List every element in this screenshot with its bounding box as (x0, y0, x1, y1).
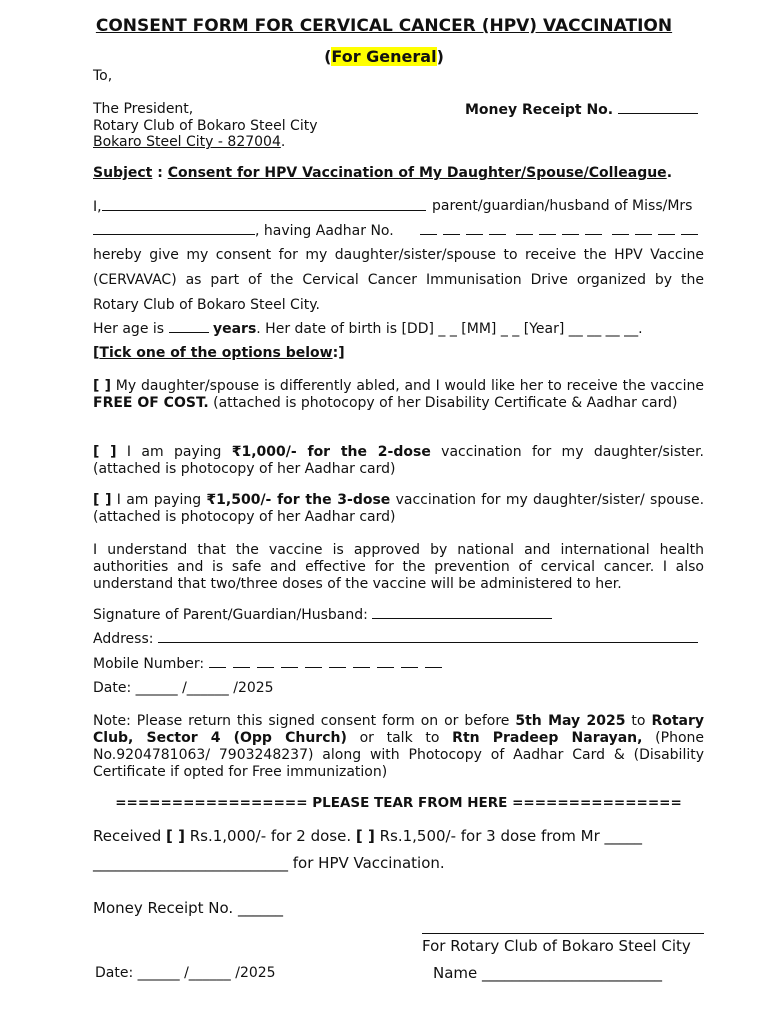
addressee-line2: Rotary Club of Bokaro Steel City (93, 118, 318, 134)
note-text-1: Note: Please return this signed consent form on or before (93, 713, 516, 729)
age-pre: Her age is (93, 321, 169, 337)
mobile-label: Mobile Number: (93, 656, 205, 672)
tick-instruction (93, 345, 345, 361)
consent-aadhar-text: , having Aadhar No. (255, 223, 394, 239)
tick-text: Tick one of the options below (99, 345, 333, 361)
form-subtitle (0, 47, 768, 66)
bottom-date-line[interactable]: Date: ______ /______ /2025 (95, 965, 276, 981)
option-free-text: My daughter/spouse is differently abled, and I would like her to receive the vaccine (111, 378, 704, 394)
subtitle-open: ( (324, 47, 332, 66)
subtitle-close: ) (436, 47, 444, 66)
option-3dose-post: vaccination for my daughter/sister/ spouse. (attached is photocopy of her Aadhar card) (93, 492, 705, 525)
note-location: Rotary Club, Sector 4 (Opp Church) (93, 713, 705, 746)
address-blank[interactable] (158, 630, 698, 643)
subject-text: Consent for HPV Vaccination of My Daughter/Spouse/Colleague (167, 165, 667, 181)
for-rotary-label: For Rotary Club of Bokaro Steel City (422, 937, 691, 955)
subject-end: . (666, 165, 673, 181)
age-line (93, 320, 643, 337)
signature-label: Signature of Parent/Guardian/Husband: (93, 607, 368, 623)
tear-line: ================= PLEASE TEAR FROM HERE =============== (115, 795, 682, 811)
mobile-line (93, 655, 442, 672)
aadhar-number-field[interactable] (420, 222, 698, 239)
addressee-line1: The President, (93, 101, 194, 117)
age-years: years (212, 321, 257, 337)
option-free-checkbox[interactable]: [ ] (93, 378, 112, 394)
option-2dose-checkbox[interactable]: [ ] (93, 444, 117, 460)
received-2dose-checkbox[interactable]: [ ] (166, 827, 185, 845)
signature-blank[interactable] (372, 606, 552, 619)
option-free-bold: FREE OF COST. (93, 395, 209, 411)
option-2dose-text: I am paying (116, 444, 232, 460)
ward-name-blank[interactable] (93, 222, 255, 235)
option-3dose-bold: ₹1,500/- for the 3-dose (206, 492, 391, 508)
addressee-line3 (93, 134, 285, 150)
consent-line1 (93, 198, 426, 215)
address-line (93, 630, 698, 647)
address-label: Address: (93, 631, 154, 647)
subject-line (93, 165, 672, 181)
received-label: Received (93, 827, 167, 845)
addressee-city-end: . (280, 134, 286, 150)
note-paragraph (93, 713, 704, 781)
received-line1 (93, 827, 642, 845)
dob-text: . Her date of birth is [DD] _ _ [MM] _ _ [Year] __ __ __ __. (256, 321, 643, 337)
note-text-3: or talk to (346, 730, 453, 746)
to-label: To, (93, 68, 113, 84)
received-line2: __________________________ for HPV Vaccination. (93, 854, 445, 872)
note-text-4: (Phone No.9204781063/ 7903248237) along with Photocopy of Aadhar Card & (Disability Certificate if opted for Free immunization) (93, 730, 705, 780)
subject-label: Subject (93, 165, 153, 181)
money-receipt-top (465, 101, 698, 118)
option-2dose-post: vaccination for my daughter/sister. (attached is photocopy of her Aadhar card) (93, 444, 705, 477)
consent-parent-text: parent/guardian/husband of Miss/Mrs (432, 198, 693, 214)
note-text-2: to (625, 713, 652, 729)
option-3dose-text: I am paying (111, 492, 207, 508)
subtitle-highlight: For General (331, 47, 437, 66)
option-free-post: (attached is photocopy of her Disability Certificate & Aadhar card) (208, 395, 678, 411)
tick-open: [ (93, 345, 100, 361)
signature-line (93, 606, 552, 623)
consent-line2 (93, 222, 394, 239)
rotary-signature-line (422, 933, 704, 934)
subject-sep: : (152, 165, 168, 181)
received-3dose-checkbox[interactable]: [ ] (355, 827, 375, 845)
consent-body: hereby give my consent for my daughter/sister/spouse to receive the HPV Vaccine (CERVAVAC) as part of the Cervical Cancer Immunisation Drive organized by the Rotary Club of Bokaro Steel City. (93, 247, 704, 313)
money-receipt-top-label: Money Receipt No. (465, 102, 614, 118)
option-2dose-bold: ₹1,000/- for the 2-dose (231, 444, 431, 460)
option-3dose-checkbox[interactable]: [ ] (93, 492, 112, 508)
understand-paragraph: I understand that the vaccine is approved by national and international health authorities and is safe and effective for the prevention of cervical cancer. I also understand that two/three doses of the vaccine will be administered to her. (93, 542, 704, 592)
name-line[interactable]: Name ________________________ (433, 964, 663, 982)
money-receipt-bottom[interactable]: Money Receipt No. ______ (93, 899, 283, 917)
option-3dose (93, 492, 704, 526)
received-3dose-text: Rs.1,500/- for 3 dose from Mr _____ (374, 827, 643, 845)
age-blank[interactable] (169, 320, 209, 333)
name-blank[interactable] (102, 198, 426, 211)
option-free (93, 378, 704, 412)
note-contact: Rtn Pradeep Narayan, (452, 730, 643, 746)
note-deadline: 5th May 2025 (515, 713, 626, 729)
consent-i: I, (93, 199, 102, 215)
received-2dose-text: Rs.1,000/- for 2 dose. (184, 827, 356, 845)
form-title: CONSENT FORM FOR CERVICAL CANCER (HPV) VACCINATION (95, 16, 673, 36)
addressee-city: Bokaro Steel City - 827004 (93, 134, 281, 150)
money-receipt-top-blank[interactable] (618, 101, 698, 114)
option-2dose (93, 444, 704, 478)
date-line[interactable]: Date: ______ /______ /2025 (93, 680, 274, 696)
tick-close: :] (332, 345, 345, 361)
mobile-number-field[interactable] (209, 656, 442, 672)
